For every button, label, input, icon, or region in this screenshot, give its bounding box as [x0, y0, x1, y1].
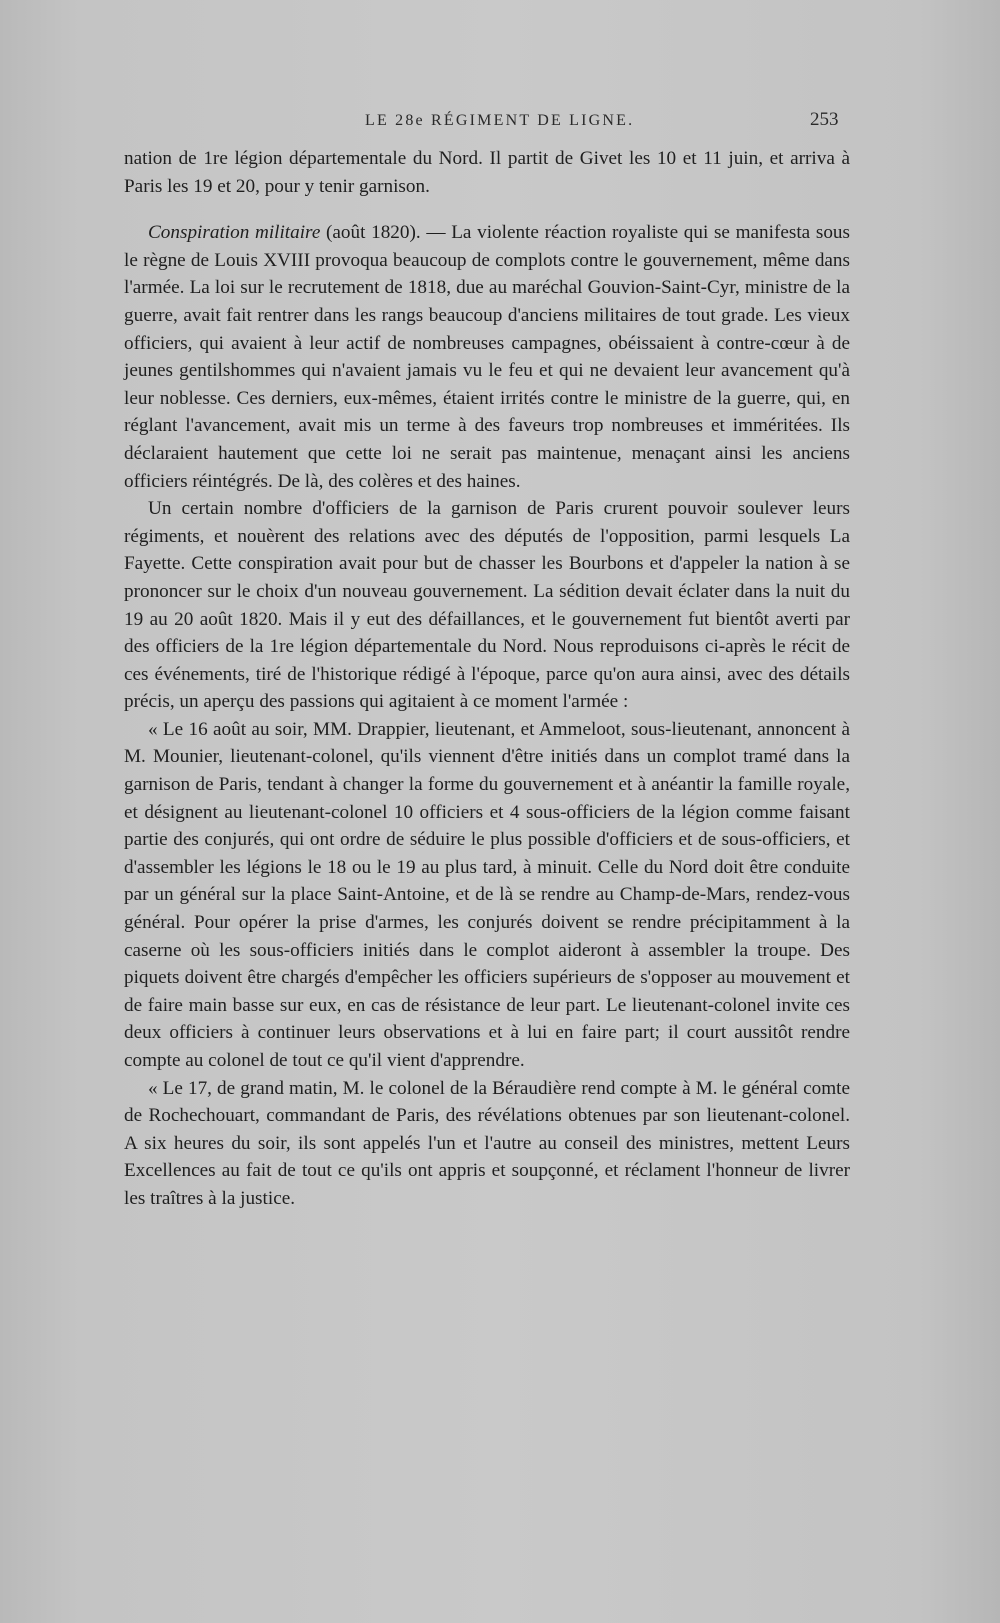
page-body	[124, 145, 850, 1213]
running-title: LE 28e RÉGIMENT DE LIGNE.	[365, 112, 635, 129]
page-header	[0, 106, 1000, 136]
section-heading: Conspiration militaire	[148, 222, 321, 244]
paragraph-text: (août 1820). — La violente réaction royaliste qui se manifesta sous le règne de Louis XVIII provoqua beaucoup de complots contre le gouvernement, même dans l'armée. La loi sur le recrutement de 1818, due au maréchal Gouvion-Saint-Cyr, ministre de la guerre, avait fait rentrer dans les rangs beaucoup d'anciens militaires de tout grade. Les vieux officiers, qui avaient à leur actif de nombreuses campagnes, obéissaient à contre-cœur à de jeunes gentilshommes qui n'avaient jamais vu le feu et qui ne devaient leur avancement qu'à leur noblesse. Ces derniers, eux-mêmes, étaient irrités contre le ministre de la guerre, qui, en réglant l'avancement, avait mis un terme à des faveurs trop nombreuses et imméritées. Ils déclaraient hautement que cette loi ne serait pas maintenue, menaçant ainsi les anciens officiers réintégrés. De là, des colères et des haines.	[124, 222, 850, 492]
paragraph-conspiration	[124, 219, 850, 495]
page-number: 253	[810, 109, 839, 130]
paragraph-officiers: Un certain nombre d'officiers de la garnison de Paris crurent pouvoir soulever leurs régiments, et nouèrent des relations avec des députés de l'opposition, parmi lesquels La Fayette. Cette conspiration avait pour but de chasser les Bourbons et d'appeler la nation à se prononcer sur le choix d'un nouveau gouvernement. La sédition devait éclater dans la nuit du 19 au 20 août 1820. Mais il y eut des défaillances, et le gouvernement fut bientôt averti par des officiers de la 1re légion départementale du Nord. Nous reproduisons ci-après le récit de ces événements, tiré de l'historique rédigé à l'époque, parce qu'on aura ainsi, avec des détails précis, un aperçu des passions qui agitaient à ce moment l'armée :	[124, 498, 850, 713]
paragraph-quote-17: « Le 17, de grand matin, M. le colonel de la Béraudière rend compte à M. le général comte de Rochechouart, commandant de Paris, des révélations obtenues par son lieutenant-colonel. A six heures du soir, ils sont appelés l'un et l'autre au conseil des ministres, mettent Leurs Excellences au fait de tout ce qu'ils ont appris et soupçonné, et réclament l'honneur de livrer les traîtres à la justice.	[124, 1077, 850, 1209]
paragraph-quote-16-aout: « Le 16 août au soir, MM. Drappier, lieutenant, et Ammeloot, sous-lieutenant, annoncent à M. Mounier, lieutenant-colonel, qu'ils viennent d'être initiés dans un complot tramé dans la garnison de Paris, tendant à changer la forme du gouvernement et à anéantir la famille royale, et désignent au lieutenant-colonel 10 officiers et 4 sous-officiers de la légion comme faisant partie des conjurés, qui ont ordre de séduire le plus possible d'officiers et de sous-officiers, et d'assembler les légions le 18 ou le 19 au plus tard, à minuit. Celle du Nord doit être conduite par un général sur la place Saint-Antoine, et de là se rendre au Champ-de-Mars, rendez-vous général. Pour opérer la prise d'armes, les conjurés doivent se rendre précipitamment à la caserne où les sous-officiers initiés dans le complot aideront à assembler la troupe. Des piquets doivent être chargés d'empêcher les officiers supérieurs de s'opposer au mouvement et de faire main basse sur eux, en cas de résistance de leur part. Le lieutenant-colonel invite ces deux officiers à continuer leurs observations et à lui en faire part; il court aussitôt rendre compte au colonel de tout ce qu'il vient d'apprendre.	[124, 718, 850, 1071]
paragraph-continuation: nation de 1re légion départementale du Nord. Il partit de Givet les 10 et 11 juin, et arriva à Paris les 19 et 20, pour y tenir garnison.	[124, 148, 850, 197]
